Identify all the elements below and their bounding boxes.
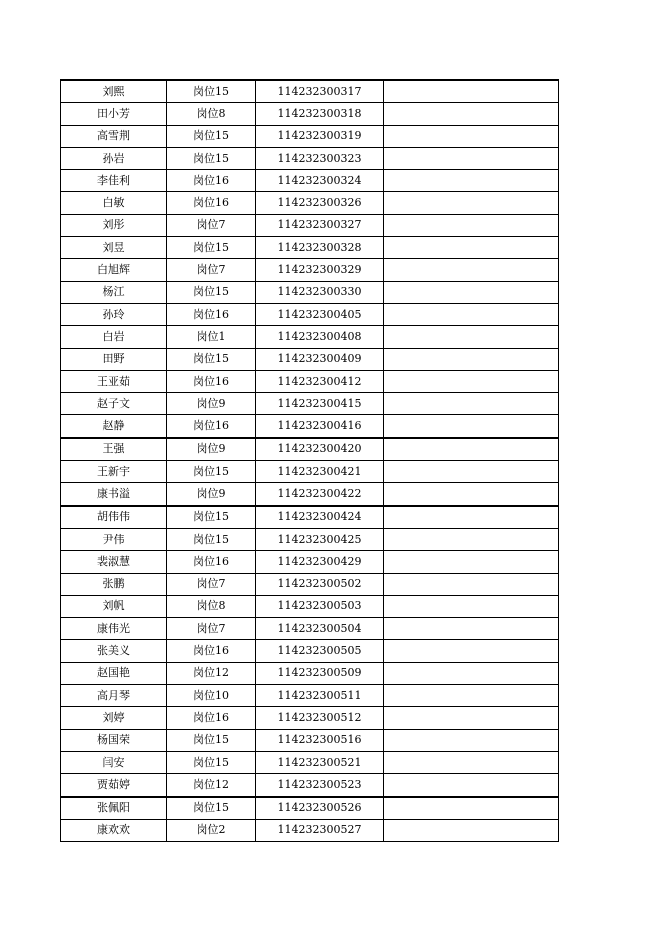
note-cell	[384, 80, 559, 103]
note-cell	[384, 685, 559, 707]
post-cell: 岗位15	[167, 797, 256, 820]
name-cell: 白旭辉	[61, 259, 167, 281]
id-cell: 114232300329	[256, 259, 384, 281]
table-row	[61, 214, 559, 236]
name-cell: 尹伟	[61, 528, 167, 550]
name-cell: 杨国荣	[61, 729, 167, 751]
post-cell: 岗位15	[167, 506, 256, 529]
note-cell	[384, 595, 559, 617]
id-cell: 114232300317	[256, 80, 384, 103]
table-row	[61, 348, 559, 370]
name-cell: 高月琴	[61, 685, 167, 707]
id-cell: 114232300416	[256, 415, 384, 438]
table-row	[61, 192, 559, 214]
note-cell	[384, 774, 559, 797]
table-row	[61, 326, 559, 348]
table-row	[61, 303, 559, 325]
table-row	[61, 393, 559, 415]
table-row	[61, 774, 559, 797]
name-cell: 孙玲	[61, 303, 167, 325]
note-cell	[384, 751, 559, 773]
table-row	[61, 618, 559, 640]
id-cell: 114232300405	[256, 303, 384, 325]
id-cell: 114232300328	[256, 237, 384, 259]
name-cell: 杨江	[61, 281, 167, 303]
post-cell: 岗位1	[167, 326, 256, 348]
note-cell	[384, 192, 559, 214]
name-cell: 田野	[61, 348, 167, 370]
name-cell: 赵子文	[61, 393, 167, 415]
id-cell: 114232300424	[256, 506, 384, 529]
note-cell	[384, 259, 559, 281]
name-cell: 赵国艳	[61, 662, 167, 684]
name-cell: 胡伟伟	[61, 506, 167, 529]
name-cell: 裴淑慧	[61, 551, 167, 573]
name-cell: 刘昱	[61, 237, 167, 259]
post-cell: 岗位7	[167, 618, 256, 640]
post-cell: 岗位15	[167, 729, 256, 751]
id-cell: 114232300323	[256, 147, 384, 169]
table-row	[61, 819, 559, 841]
roster-table	[60, 79, 559, 842]
table-row	[61, 281, 559, 303]
name-cell: 刘帆	[61, 595, 167, 617]
table-row	[61, 685, 559, 707]
post-cell: 岗位8	[167, 103, 256, 125]
post-cell: 岗位15	[167, 237, 256, 259]
post-cell: 岗位2	[167, 819, 256, 841]
post-cell: 岗位9	[167, 483, 256, 506]
id-cell: 114232300505	[256, 640, 384, 662]
post-cell: 岗位16	[167, 303, 256, 325]
note-cell	[384, 618, 559, 640]
note-cell	[384, 438, 559, 461]
name-cell: 刘彤	[61, 214, 167, 236]
id-cell: 114232300327	[256, 214, 384, 236]
post-cell: 岗位15	[167, 281, 256, 303]
name-cell: 张佩阳	[61, 797, 167, 820]
name-cell: 康伟光	[61, 618, 167, 640]
post-cell: 岗位9	[167, 438, 256, 461]
id-cell: 114232300527	[256, 819, 384, 841]
name-cell: 白敏	[61, 192, 167, 214]
name-cell: 康书溢	[61, 483, 167, 506]
id-cell: 114232300318	[256, 103, 384, 125]
post-cell: 岗位16	[167, 370, 256, 392]
id-cell: 114232300503	[256, 595, 384, 617]
post-cell: 岗位10	[167, 685, 256, 707]
note-cell	[384, 237, 559, 259]
post-cell: 岗位16	[167, 551, 256, 573]
post-cell: 岗位16	[167, 640, 256, 662]
name-cell: 张美义	[61, 640, 167, 662]
table-row	[61, 751, 559, 773]
post-cell: 岗位16	[167, 192, 256, 214]
note-cell	[384, 303, 559, 325]
post-cell: 岗位15	[167, 147, 256, 169]
post-cell: 岗位15	[167, 80, 256, 103]
table-row	[61, 640, 559, 662]
id-cell: 114232300324	[256, 170, 384, 192]
note-cell	[384, 370, 559, 392]
note-cell	[384, 551, 559, 573]
post-cell: 岗位8	[167, 595, 256, 617]
name-cell: 刘熙	[61, 80, 167, 103]
note-cell	[384, 125, 559, 147]
note-cell	[384, 573, 559, 595]
name-cell: 孙岩	[61, 147, 167, 169]
id-cell: 114232300429	[256, 551, 384, 573]
id-cell: 114232300425	[256, 528, 384, 550]
table-row	[61, 729, 559, 751]
name-cell: 刘婷	[61, 707, 167, 729]
table-row	[61, 415, 559, 438]
name-cell: 张鹏	[61, 573, 167, 595]
id-cell: 114232300422	[256, 483, 384, 506]
note-cell	[384, 103, 559, 125]
post-cell: 岗位7	[167, 214, 256, 236]
note-cell	[384, 707, 559, 729]
post-cell: 岗位7	[167, 259, 256, 281]
id-cell: 114232300504	[256, 618, 384, 640]
table-row	[61, 438, 559, 461]
note-cell	[384, 819, 559, 841]
table-row	[61, 147, 559, 169]
name-cell: 王强	[61, 438, 167, 461]
id-cell: 114232300330	[256, 281, 384, 303]
id-cell: 114232300409	[256, 348, 384, 370]
table-row	[61, 125, 559, 147]
note-cell	[384, 281, 559, 303]
note-cell	[384, 393, 559, 415]
name-cell: 王亚茹	[61, 370, 167, 392]
post-cell: 岗位15	[167, 528, 256, 550]
name-cell: 赵静	[61, 415, 167, 438]
name-cell: 闫安	[61, 751, 167, 773]
table-row	[61, 797, 559, 820]
table-row	[61, 551, 559, 573]
table-row	[61, 573, 559, 595]
id-cell: 114232300326	[256, 192, 384, 214]
note-cell	[384, 214, 559, 236]
id-cell: 114232300523	[256, 774, 384, 797]
table-row	[61, 461, 559, 483]
table-row	[61, 506, 559, 529]
post-cell: 岗位16	[167, 707, 256, 729]
id-cell: 114232300319	[256, 125, 384, 147]
post-cell: 岗位12	[167, 774, 256, 797]
id-cell: 114232300502	[256, 573, 384, 595]
note-cell	[384, 528, 559, 550]
post-cell: 岗位12	[167, 662, 256, 684]
note-cell	[384, 461, 559, 483]
name-cell: 康欢欢	[61, 819, 167, 841]
name-cell: 白岩	[61, 326, 167, 348]
post-cell: 岗位16	[167, 170, 256, 192]
table-row	[61, 370, 559, 392]
table-row	[61, 103, 559, 125]
note-cell	[384, 483, 559, 506]
note-cell	[384, 797, 559, 820]
note-cell	[384, 326, 559, 348]
table-row	[61, 595, 559, 617]
table-row	[61, 528, 559, 550]
post-cell: 岗位7	[167, 573, 256, 595]
id-cell: 114232300412	[256, 370, 384, 392]
table-row	[61, 170, 559, 192]
table-row	[61, 483, 559, 506]
id-cell: 114232300415	[256, 393, 384, 415]
name-cell: 高雪荆	[61, 125, 167, 147]
note-cell	[384, 415, 559, 438]
roster-table-body	[61, 80, 559, 842]
note-cell	[384, 348, 559, 370]
post-cell: 岗位16	[167, 415, 256, 438]
name-cell: 李佳利	[61, 170, 167, 192]
post-cell: 岗位15	[167, 348, 256, 370]
name-cell: 王新宇	[61, 461, 167, 483]
post-cell: 岗位15	[167, 751, 256, 773]
post-cell: 岗位15	[167, 125, 256, 147]
table-row	[61, 707, 559, 729]
id-cell: 114232300526	[256, 797, 384, 820]
name-cell: 田小芳	[61, 103, 167, 125]
id-cell: 114232300511	[256, 685, 384, 707]
note-cell	[384, 729, 559, 751]
post-cell: 岗位9	[167, 393, 256, 415]
name-cell: 贾茹婷	[61, 774, 167, 797]
id-cell: 114232300408	[256, 326, 384, 348]
table-row	[61, 237, 559, 259]
note-cell	[384, 147, 559, 169]
id-cell: 114232300516	[256, 729, 384, 751]
table-row	[61, 259, 559, 281]
id-cell: 114232300420	[256, 438, 384, 461]
note-cell	[384, 506, 559, 529]
id-cell: 114232300421	[256, 461, 384, 483]
table-row	[61, 662, 559, 684]
id-cell: 114232300512	[256, 707, 384, 729]
note-cell	[384, 170, 559, 192]
id-cell: 114232300509	[256, 662, 384, 684]
note-cell	[384, 662, 559, 684]
note-cell	[384, 640, 559, 662]
post-cell: 岗位15	[167, 461, 256, 483]
table-row	[61, 80, 559, 103]
id-cell: 114232300521	[256, 751, 384, 773]
